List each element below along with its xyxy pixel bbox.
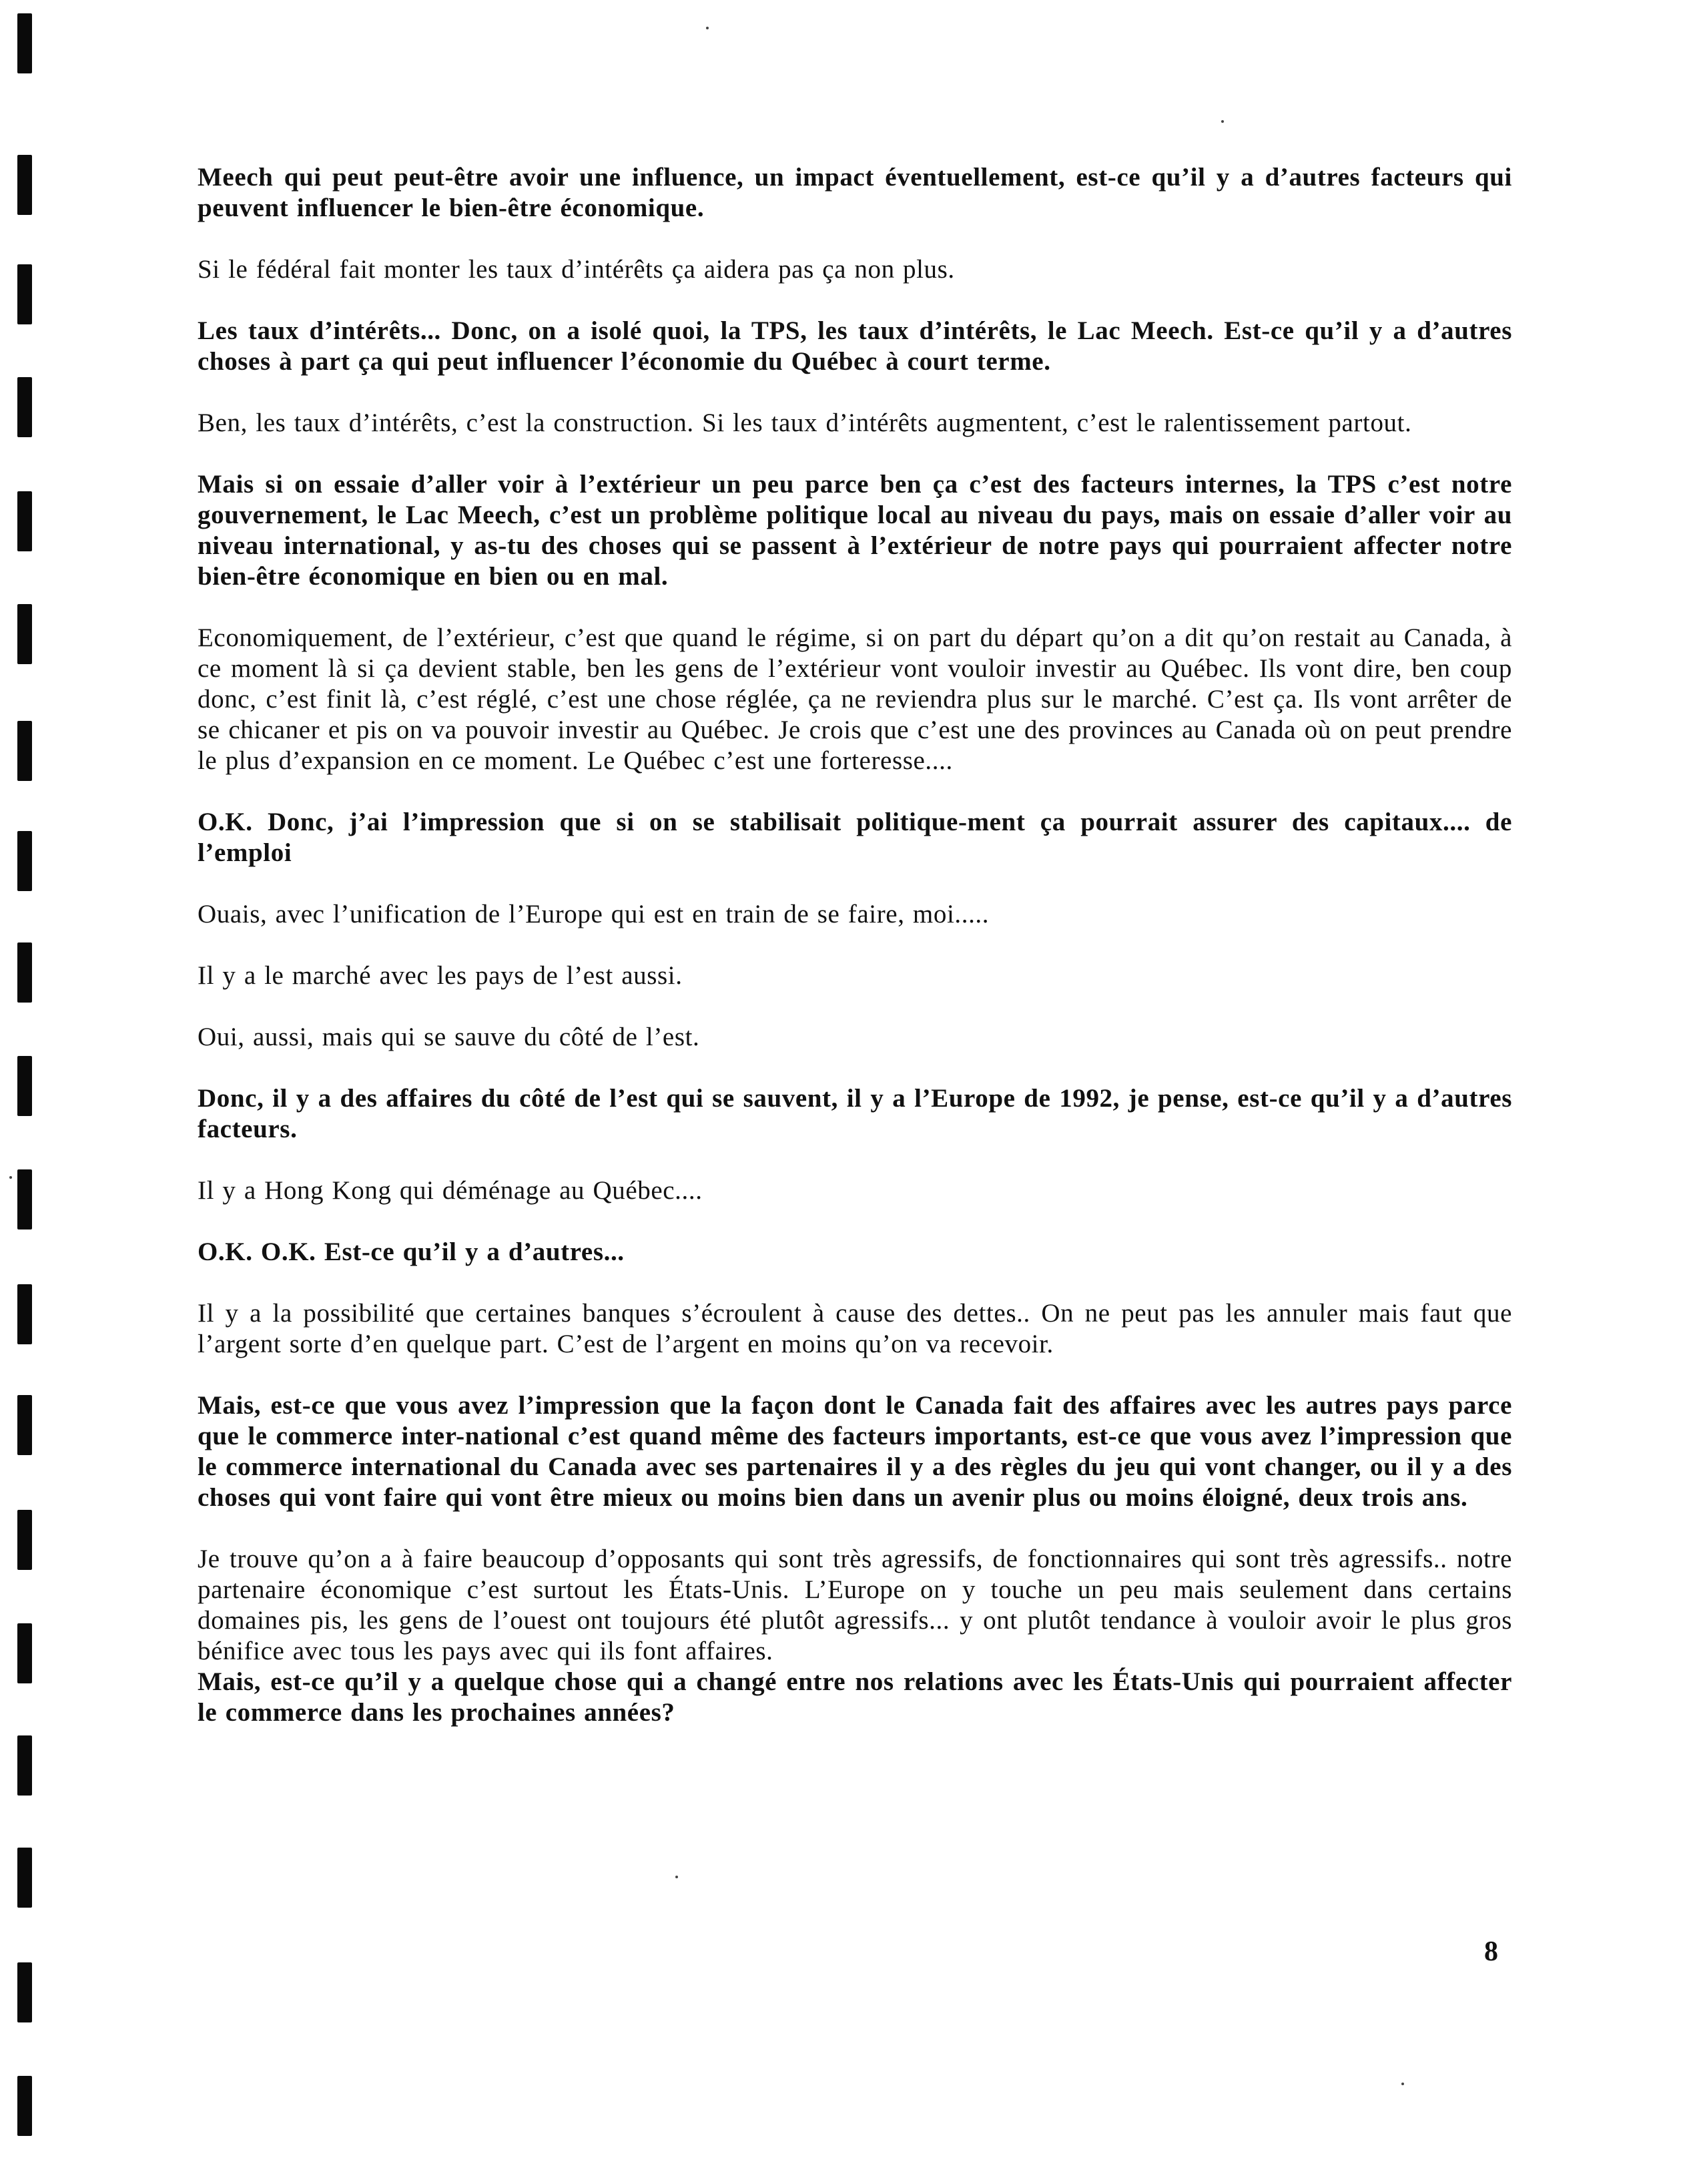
question-paragraph: Mais si on essaie d’aller voir à l’extérieur un peu parce ben ça c’est des facteurs internes, la TPS c’est notre gouvernement, le Lac Meech, c’est un problème politique local au niveau du pays, mais on essaie d’aller voir au niveau international, y as-tu des choses qui se passent à l’extérieur de notre pays qui pourraient affecter notre bien-être économique en bien ou en mal. (198, 470, 1512, 591)
question-paragraph: Les taux d’intérêts... Donc, on a isolé quoi, la TPS, les taux d’intérêts, le Lac Meech. Est-ce qu’il y a d’autres choses à part ça qui peut influencer l’économie du Québec à court terme. (198, 316, 1512, 376)
binding-hole (17, 721, 32, 781)
scan-speck (706, 27, 709, 29)
binding-hole (17, 831, 32, 891)
binding-hole (17, 1056, 32, 1116)
question-paragraph: O.K. Donc, j’ai l’impression que si on se stabilisait politique-ment ça pourrait assurer des capitaux.... de l’emploi (198, 808, 1512, 867)
question-paragraph: Meech qui peut peut-être avoir une influence, un impact éventuellement, est-ce qu’il y a d’autres facteurs qui peuvent influencer le bien-être économique. (198, 163, 1512, 222)
binding-hole (17, 1623, 32, 1683)
binding-hole (17, 1395, 32, 1455)
binding-hole (17, 491, 32, 551)
binding-hole (17, 604, 32, 664)
binding-hole (17, 13, 32, 73)
binding-hole (17, 1510, 32, 1570)
page-number: 8 (1484, 1936, 1498, 1967)
binding-hole (17, 2076, 32, 2136)
scan-speck (1401, 2083, 1404, 2085)
binding-hole (17, 155, 32, 215)
answer-paragraph: Ouais, avec l’unification de l’Europe qui est en train de se faire, moi..... (198, 900, 990, 928)
scan-speck (1221, 120, 1224, 123)
question-paragraph: Mais, est-ce que vous avez l’impression que la façon dont le Canada fait des affaires avec les autres pays parce que le commerce inter-national c’est quand même des facteurs importants, est-ce que vous avez l’impression que le commerce international du Canada avec ses partenaires il y a des règles du jeu qui vont changer, ou il y a des choses qui vont faire qui vont être mieux ou moins bien dans un avenir plus ou moins éloigné, deux trois ans. (198, 1391, 1512, 1512)
answer-paragraph: Il y a la possibilité que certaines banques s’écroulent à cause des dettes.. On ne peut pas les annuler mais faut que l’argent sorte d’en quelque part. C’est de l’argent en moins qu’on va recevoir. (198, 1299, 1512, 1358)
answer-paragraph: Je trouve qu’on a à faire beaucoup d’opposants qui sont très agressifs, de fonctionnaires qui sont très agressifs.. notre partenaire économique c’est surtout les États-Unis. L’Europe on y touche un peu mais seulement dans certains domaines pis, les gens de l’ouest ont toujours été plutôt agressifs... y ont plutôt tendance à vouloir avoir le plus gros bénifice avec tous les pays avec qui ils font affaires. (198, 1545, 1512, 1665)
scan-speck (9, 1176, 12, 1179)
question-paragraph: Mais, est-ce qu’il y a quelque chose qui a changé entre nos relations avec les États-Unis qui pourraient affecter le commerce dans les prochaines années? (198, 1667, 1512, 1727)
binding-hole (17, 942, 32, 1003)
answer-paragraph: Ben, les taux d’intérêts, c’est la construction. Si les taux d’intérêts augmentent, c’est le ralentissement partout. (198, 408, 1412, 437)
scan-speck (675, 1876, 678, 1878)
answer-paragraph: Economiquement, de l’extérieur, c’est que quand le régime, si on part du départ qu’on a dit qu’on restait au Canada, à ce moment là si ça devient stable, ben les gens de l’extérieur vont vouloir investir au Québec. Ils vont dire, ben coup donc, c’est finit là, c’est réglé, c’est une chose réglée, ça ne reviendra plus sur le marché. C’est ça. Ils vont arrêter de se chicaner et pis on va pouvoir investir au Québec. Je crois que c’est une des provinces au Canada où on peut prendre le plus d’expansion en ce moment. Le Québec c’est une forteresse.... (198, 623, 1512, 775)
binding-hole (17, 1848, 32, 1908)
binding-hole (17, 1962, 32, 2022)
binding-hole (17, 264, 32, 324)
binding-hole (17, 1284, 32, 1344)
answer-paragraph: Il y a le marché avec les pays de l’est aussi. (198, 961, 683, 990)
binding-hole (17, 1735, 32, 1796)
answer-paragraph: Si le fédéral fait monter les taux d’intérêts ça aidera pas ça non plus. (198, 255, 955, 284)
question-paragraph: Donc, il y a des affaires du côté de l’est qui se sauvent, il y a l’Europe de 1992, je pense, est-ce qu’il y a d’autres facteurs. (198, 1084, 1512, 1143)
answer-paragraph: Oui, aussi, mais qui se sauve du côté de l’est. (198, 1023, 700, 1051)
binding-holes (0, 0, 80, 2184)
question-paragraph: O.K. O.K. Est-ce qu’il y a d’autres... (198, 1238, 625, 1266)
answer-paragraph: Il y a Hong Kong qui déménage au Québec.... (198, 1176, 703, 1205)
binding-hole (17, 1169, 32, 1230)
binding-hole (17, 377, 32, 437)
interview-transcript (198, 162, 1512, 1759)
